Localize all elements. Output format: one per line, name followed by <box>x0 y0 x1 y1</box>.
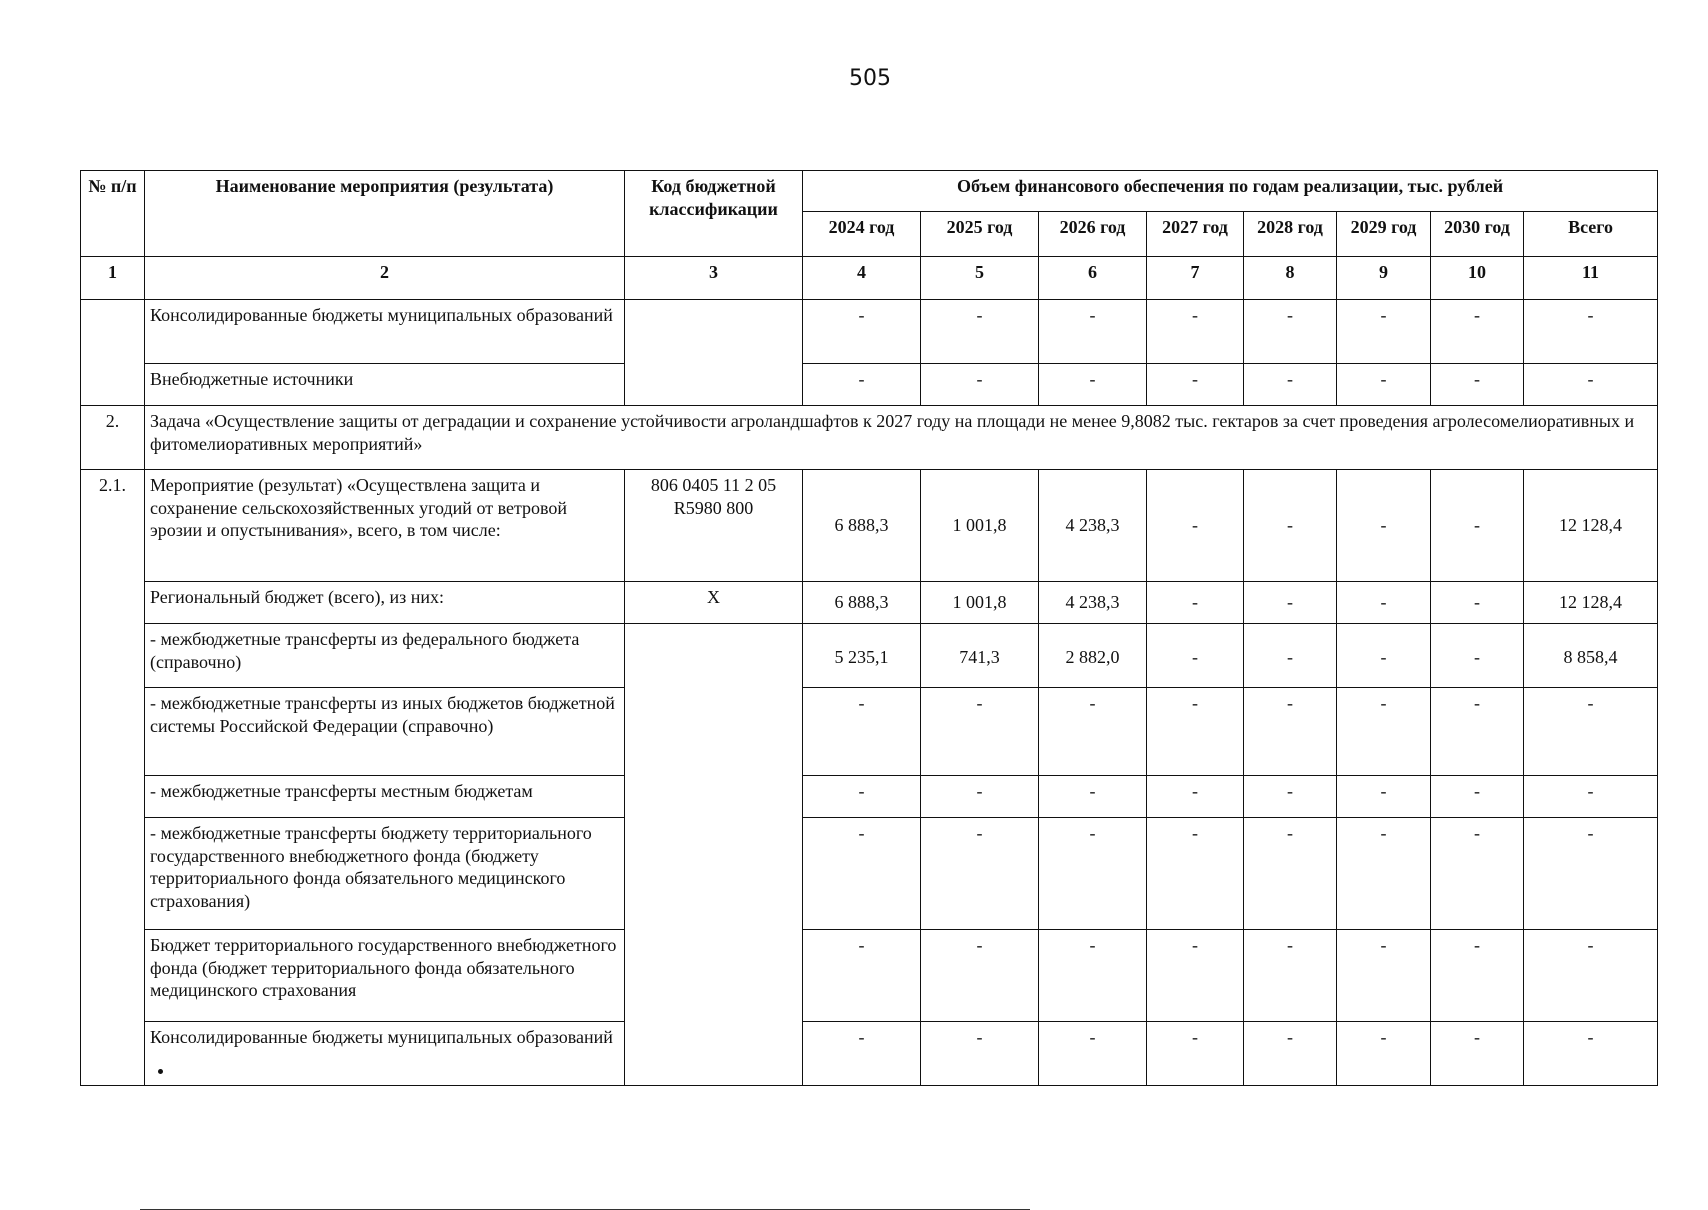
header-name: Наименование мероприятия (результата) <box>145 171 625 257</box>
header-row <box>81 171 1658 212</box>
value-cell: - <box>1524 776 1658 818</box>
value-cell: - <box>1337 300 1431 364</box>
table-row <box>81 688 1658 776</box>
row-name-cell <box>145 1022 625 1086</box>
value-cell: - <box>1337 688 1431 776</box>
value-cell: - <box>1337 818 1431 930</box>
value-cell: - <box>1147 470 1244 582</box>
value-cell: 2 882,0 <box>1039 624 1147 688</box>
value-cell: - <box>803 776 921 818</box>
column-number: 9 <box>1337 257 1431 300</box>
table-row <box>81 930 1658 1022</box>
value-cell: - <box>1147 300 1244 364</box>
value-cell: - <box>803 364 921 406</box>
value-cell: - <box>1337 930 1431 1022</box>
value-cell: - <box>1524 364 1658 406</box>
task-row <box>81 406 1658 470</box>
header-total: Всего <box>1524 212 1658 257</box>
row-code-empty <box>625 624 803 1086</box>
table-row <box>81 300 1658 364</box>
row-name: - межбюджетные трансферты из федерального бюджета (справочно) <box>145 624 625 688</box>
value-cell: - <box>1039 300 1147 364</box>
value-cell: - <box>1147 364 1244 406</box>
value-cell: - <box>1337 1022 1431 1086</box>
value-cell: - <box>1431 930 1524 1022</box>
header-year: 2028 год <box>1244 212 1337 257</box>
value-cell: - <box>1524 688 1658 776</box>
value-cell: - <box>1431 624 1524 688</box>
value-cell: - <box>1147 776 1244 818</box>
row-num-empty <box>81 300 145 406</box>
value-cell: - <box>1337 364 1431 406</box>
budget-table <box>80 170 1658 1086</box>
value-cell: - <box>1244 624 1337 688</box>
column-number: 1 <box>81 257 145 300</box>
column-number: 7 <box>1147 257 1244 300</box>
header-code: Код бюджетной классификации <box>625 171 803 257</box>
value-cell: - <box>1244 1022 1337 1086</box>
value-cell: - <box>1039 1022 1147 1086</box>
value-cell: - <box>1337 470 1431 582</box>
value-cell: - <box>1147 1022 1244 1086</box>
row-name: Бюджет территориального государственного внебюджетного фонда (бюджет территориального фонда обязательного медицинского страхования <box>145 930 625 1022</box>
value-cell: - <box>1147 624 1244 688</box>
page-number: 505 <box>849 66 891 91</box>
task-num: 2. <box>81 406 145 470</box>
value-cell: - <box>1039 364 1147 406</box>
header-year: 2025 год <box>921 212 1039 257</box>
value-cell: - <box>1524 930 1658 1022</box>
value-cell: - <box>1039 688 1147 776</box>
value-cell: - <box>1244 818 1337 930</box>
value-cell: - <box>1431 364 1524 406</box>
value-cell: - <box>803 300 921 364</box>
value-cell: - <box>1337 776 1431 818</box>
value-cell: - <box>1337 624 1431 688</box>
measure-row <box>81 470 1658 582</box>
value-cell: 6 888,3 <box>803 470 921 582</box>
row-name: - межбюджетные трансферты местным бюджетам <box>145 776 625 818</box>
value-cell: 5 235,1 <box>803 624 921 688</box>
value-cell: - <box>1524 1022 1658 1086</box>
regional-name: Региональный бюджет (всего), из них: <box>145 582 625 624</box>
value-cell: - <box>1039 930 1147 1022</box>
value-cell: - <box>921 364 1039 406</box>
column-number: 6 <box>1039 257 1147 300</box>
row-code-empty <box>625 300 803 406</box>
value-cell: - <box>1039 776 1147 818</box>
column-number: 8 <box>1244 257 1337 300</box>
value-cell: - <box>1147 582 1244 624</box>
measure-num: 2.1. <box>81 470 145 1086</box>
value-cell: 6 888,3 <box>803 582 921 624</box>
value-cell: - <box>1244 776 1337 818</box>
column-number: 5 <box>921 257 1039 300</box>
header-year: 2029 год <box>1337 212 1431 257</box>
value-cell: - <box>1431 582 1524 624</box>
column-numbers-row <box>81 257 1658 300</box>
value-cell: - <box>921 776 1039 818</box>
value-cell: 1 001,8 <box>921 470 1039 582</box>
task-text: Задача «Осуществление защиты от деградации и сохранение устойчивости агроландшафтов к 2027 году на площади не менее 9,8082 тыс. гектаров за счет проведения агролесомелиоративных и фитомелиоративных мероприятий» <box>145 406 1658 470</box>
value-cell: 4 238,3 <box>1039 582 1147 624</box>
header-year: 2024 год <box>803 212 921 257</box>
value-cell: - <box>1244 300 1337 364</box>
header-volume: Объем финансового обеспечения по годам реализации, тыс. рублей <box>803 171 1658 212</box>
value-cell: - <box>921 930 1039 1022</box>
measure-code: 806 0405 11 2 05 R5980 800 <box>625 470 803 582</box>
header-year: 2026 год <box>1039 212 1147 257</box>
value-cell: 1 001,8 <box>921 582 1039 624</box>
regional-code: X <box>625 582 803 624</box>
value-cell: - <box>1244 582 1337 624</box>
value-cell: - <box>1039 818 1147 930</box>
value-cell: - <box>1431 1022 1524 1086</box>
column-number: 4 <box>803 257 921 300</box>
value-cell: - <box>1524 818 1658 930</box>
table-row <box>81 818 1658 930</box>
value-cell: 8 858,4 <box>1524 624 1658 688</box>
column-number: 3 <box>625 257 803 300</box>
value-cell: 741,3 <box>921 624 1039 688</box>
value-cell: - <box>1431 300 1524 364</box>
column-number: 10 <box>1431 257 1524 300</box>
value-cell: 4 238,3 <box>1039 470 1147 582</box>
row-name: Консолидированные бюджеты муниципальных образований <box>145 300 625 364</box>
value-cell: - <box>1337 582 1431 624</box>
table-row <box>81 776 1658 818</box>
value-cell: - <box>1431 818 1524 930</box>
header-year: 2027 год <box>1147 212 1244 257</box>
value-cell: - <box>1431 470 1524 582</box>
measure-name: Мероприятие (результат) «Осуществлена защита и сохранение сельскохозяйственных угодий от ветровой эрозии и опустынивания», всего, в том числе: <box>145 470 625 582</box>
value-cell: 12 128,4 <box>1524 582 1658 624</box>
value-cell: - <box>1147 818 1244 930</box>
value-cell: - <box>1147 688 1244 776</box>
value-cell: - <box>1524 300 1658 364</box>
value-cell: - <box>1147 930 1244 1022</box>
value-cell: - <box>803 930 921 1022</box>
value-cell: - <box>803 818 921 930</box>
row-name: - межбюджетные трансферты бюджету территориального государственного внебюджетного фонда (бюджету территориального фонда обязательного медицинского страхования) <box>145 818 625 930</box>
value-cell: - <box>921 300 1039 364</box>
value-cell: - <box>1244 688 1337 776</box>
value-cell: - <box>1244 470 1337 582</box>
value-cell: - <box>921 1022 1039 1086</box>
row-name: Консолидированные бюджеты муниципальных образований <box>150 1027 613 1047</box>
table-row <box>81 1022 1658 1086</box>
row-name: Внебюджетные источники <box>145 364 625 406</box>
row-name: - межбюджетные трансферты из иных бюджетов бюджетной системы Российской Федерации (справочно) <box>145 688 625 776</box>
header-year: 2030 год <box>1431 212 1524 257</box>
value-cell: - <box>803 1022 921 1086</box>
table-row <box>81 624 1658 688</box>
value-cell: - <box>921 818 1039 930</box>
value-cell: - <box>803 688 921 776</box>
column-number: 11 <box>1524 257 1658 300</box>
regional-row <box>81 582 1658 624</box>
value-cell: - <box>1431 688 1524 776</box>
value-cell: 12 128,4 <box>1524 470 1658 582</box>
stray-dot-mark <box>158 1069 163 1074</box>
value-cell: - <box>1244 364 1337 406</box>
header-num: № п/п <box>81 171 145 257</box>
table-row <box>81 364 1658 406</box>
column-number: 2 <box>145 257 625 300</box>
value-cell: - <box>1244 930 1337 1022</box>
value-cell: - <box>921 688 1039 776</box>
value-cell: - <box>1431 776 1524 818</box>
